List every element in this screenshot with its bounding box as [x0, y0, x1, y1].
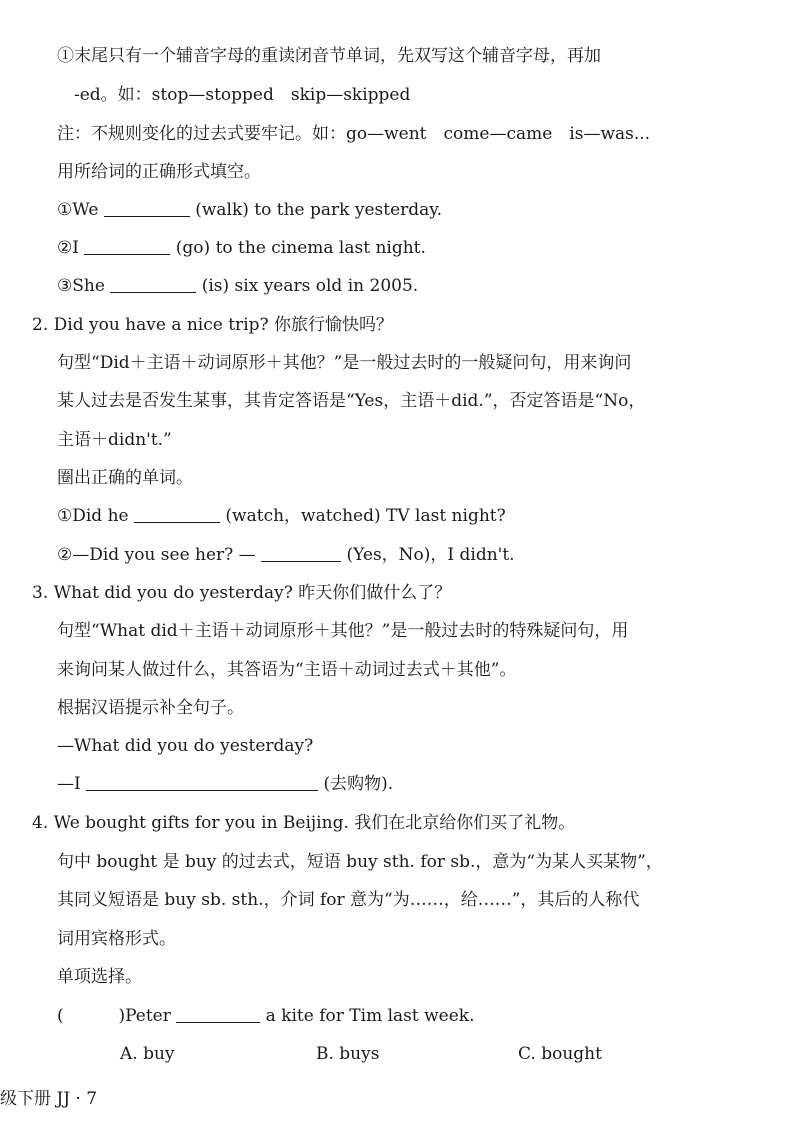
section-4-para-line-3: 词用宾格形式。 [57, 929, 176, 949]
exercise-3-question: —What did you do yesterday? [57, 736, 314, 756]
exercise-2b [57, 544, 515, 566]
answer-blank[interactable] [84, 238, 170, 255]
exercise-2b-prefix: ②—Did you see her? — [57, 545, 256, 565]
section-3-title: 3. What did you do yesterday? 昨天你们做什么了？ [32, 583, 452, 603]
section-4-para-line-2: 其同义短语是 buy sb. sth.，介词 for 意为“为……，给……”，其后的人称代 [57, 890, 640, 910]
exercise-1b-suffix: (go) to the cinema last night. [175, 238, 426, 258]
multiple-choice-question [57, 1005, 475, 1027]
exercise-1b-prefix: ②I [57, 238, 79, 258]
task-single-choice: 单项选择。 [57, 967, 142, 987]
answer-blank[interactable] [110, 276, 196, 293]
exercise-2a-suffix: (watch，watched) TV last night? [225, 506, 506, 526]
exercise-1a-prefix: ①We [57, 200, 99, 220]
task-complete-sentence: 根据汉语提示补全句子。 [57, 698, 244, 718]
exercise-3-answer [57, 773, 393, 795]
section-2-para-line-3: 主语＋didn't.” [57, 430, 172, 450]
exercise-2a-prefix: ①Did he [57, 506, 129, 526]
exercise-3-suffix: (去购物). [323, 774, 394, 794]
section-4-title: 4. We bought gifts for you in Beijing. 我们在北京给你们买了礼物。 [32, 813, 576, 833]
rule-1-line-2: -ed。如：stop—stopped skip—skipped [74, 85, 411, 105]
rule-1-line-1: ①末尾只有一个辅音字母的重读闭音节单词，先双写这个辅音字母，再加 [57, 46, 601, 66]
question-stem-end: a kite for Tim last week. [265, 1006, 475, 1026]
answer-paren-open: ( [57, 1006, 64, 1026]
exercise-1c [57, 275, 418, 297]
answer-blank[interactable] [134, 506, 220, 523]
option-a[interactable]: A. buy [120, 1044, 175, 1064]
section-3-para-line-2: 来询问某人做过什么，其答语为“主语＋动词过去式＋其他”。 [57, 660, 517, 680]
page-footer: 级下册 JJ · 7 [0, 1089, 98, 1109]
exercise-1c-suffix: (is) six years old in 2005. [201, 276, 419, 296]
exercise-3-prefix: —I [57, 774, 81, 794]
exercise-1a [57, 199, 442, 221]
exercise-2a [57, 505, 506, 527]
question-stem-start: )Peter [118, 1006, 171, 1026]
option-c[interactable]: C. bought [518, 1044, 602, 1064]
section-3-para-line-1: 句型“What did＋主语＋动词原形＋其他？”是一般过去时的特殊疑问句，用 [57, 621, 629, 641]
section-2-para-line-2: 某人过去是否发生某事，其肯定答语是“Yes，主语＋did.”，否定答语是“No， [57, 391, 646, 411]
section-2-para-line-1: 句型“Did＋主语＋动词原形＋其他？”是一般过去时的一般疑问句，用来询问 [57, 353, 632, 373]
exercise-1b [57, 237, 426, 259]
note-irregular: 注：不规则变化的过去式要牢记。如：go—went come—came is—was... [57, 124, 651, 144]
answer-blank[interactable] [86, 774, 318, 791]
task-fill-in: 用所给词的正确形式填空。 [57, 162, 261, 182]
exercise-1a-suffix: (walk) to the park yesterday. [195, 200, 443, 220]
section-2-title: 2. Did you have a nice trip? 你旅行愉快吗？ [32, 315, 394, 335]
task-circle-word: 圈出正确的单词。 [57, 468, 193, 488]
exercise-1c-prefix: ③She [57, 276, 105, 296]
option-b[interactable]: B. buys [316, 1044, 380, 1064]
answer-blank[interactable] [104, 200, 190, 217]
answer-blank[interactable] [176, 1006, 260, 1023]
answer-blank[interactable] [261, 545, 341, 562]
section-4-para-line-1: 句中 bought 是 buy 的过去式，短语 buy sth. for sb.，意为“为某人买某物”， [57, 852, 663, 872]
exercise-2b-suffix: (Yes，No)，I didn't. [346, 545, 515, 565]
